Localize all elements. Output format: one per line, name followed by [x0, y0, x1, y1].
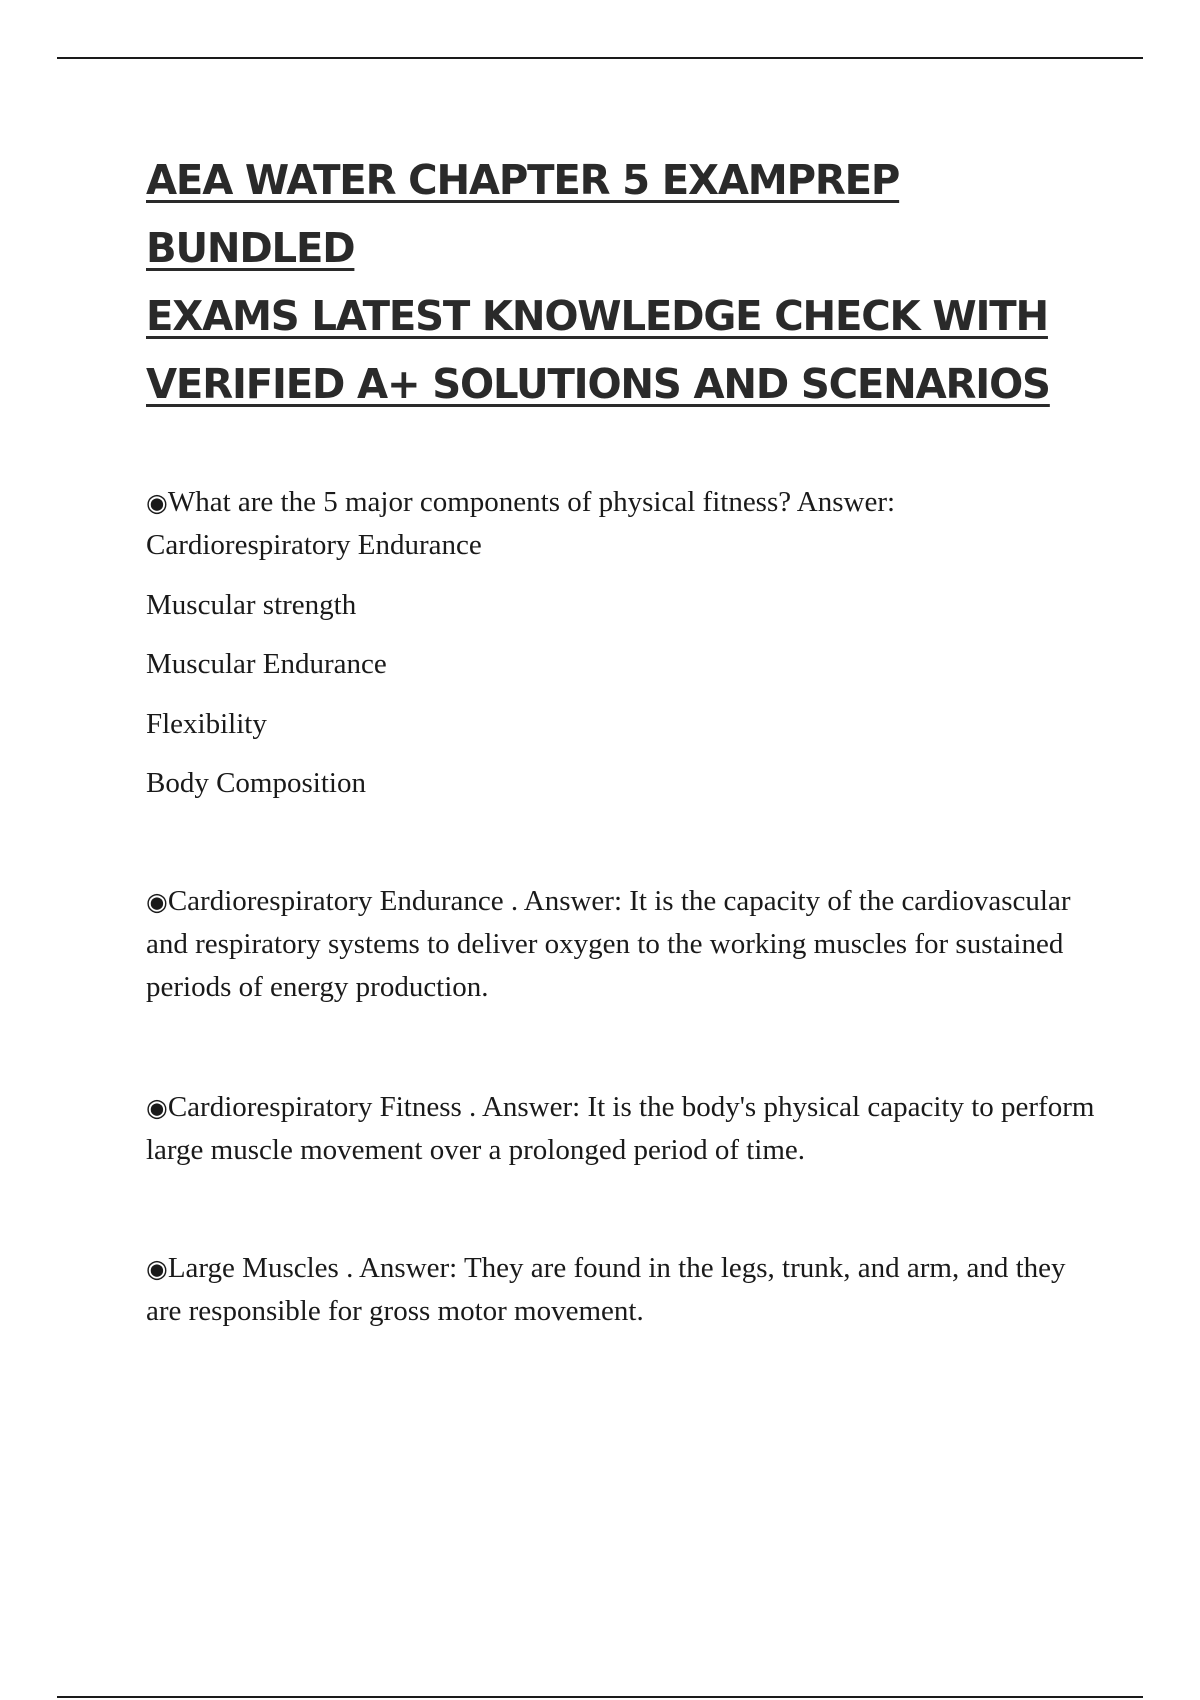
qa-text: Cardiorespiratory Endurance . Answer: It is the capacity of the cardiovascular and respiratory systems to deliver oxygen to the working muscles for sustained periods of energy production.: [146, 885, 1071, 1003]
answer-list-item: Flexibility: [146, 708, 267, 740]
bullet-icon: ◉: [146, 887, 168, 916]
document-title: [146, 146, 1087, 418]
qa-item-cardiorespiratory-endurance: [146, 880, 1096, 1009]
top-rule: [57, 57, 1143, 59]
bullet-icon: ◉: [146, 488, 168, 517]
bullet-icon: ◉: [146, 1093, 168, 1122]
qa-text: Large Muscles . Answer: They are found in the legs, trunk, and arm, and they are responsible for gross motor movement.: [146, 1252, 1066, 1327]
qa-item-large-muscles: [146, 1247, 1096, 1333]
title-line-3: VERIFIED A+ SOLUTIONS AND SCENARIOS: [146, 360, 1050, 408]
qa-text: What are the 5 major components of physical fitness? Answer: Cardiorespiratory Endurance: [146, 486, 896, 561]
qa-item-cardiorespiratory-fitness: [146, 1086, 1096, 1172]
qa-item-components: [146, 481, 1096, 567]
answer-list-item: Body Composition: [146, 767, 366, 799]
answer-list-item: Muscular strength: [146, 589, 357, 621]
title-line-2: EXAMS LATEST KNOWLEDGE CHECK WITH: [146, 292, 1048, 340]
answer-list-item: Muscular Endurance: [146, 648, 387, 680]
qa-text: Cardiorespiratory Fitness . Answer: It is the body's physical capacity to perform large muscle movement over a prolonged period of time.: [146, 1091, 1095, 1166]
bottom-rule: [57, 1696, 1143, 1698]
title-line-1: AEA WATER CHAPTER 5 EXAMPREP BUNDLED: [146, 156, 900, 272]
bullet-icon: ◉: [146, 1254, 168, 1283]
